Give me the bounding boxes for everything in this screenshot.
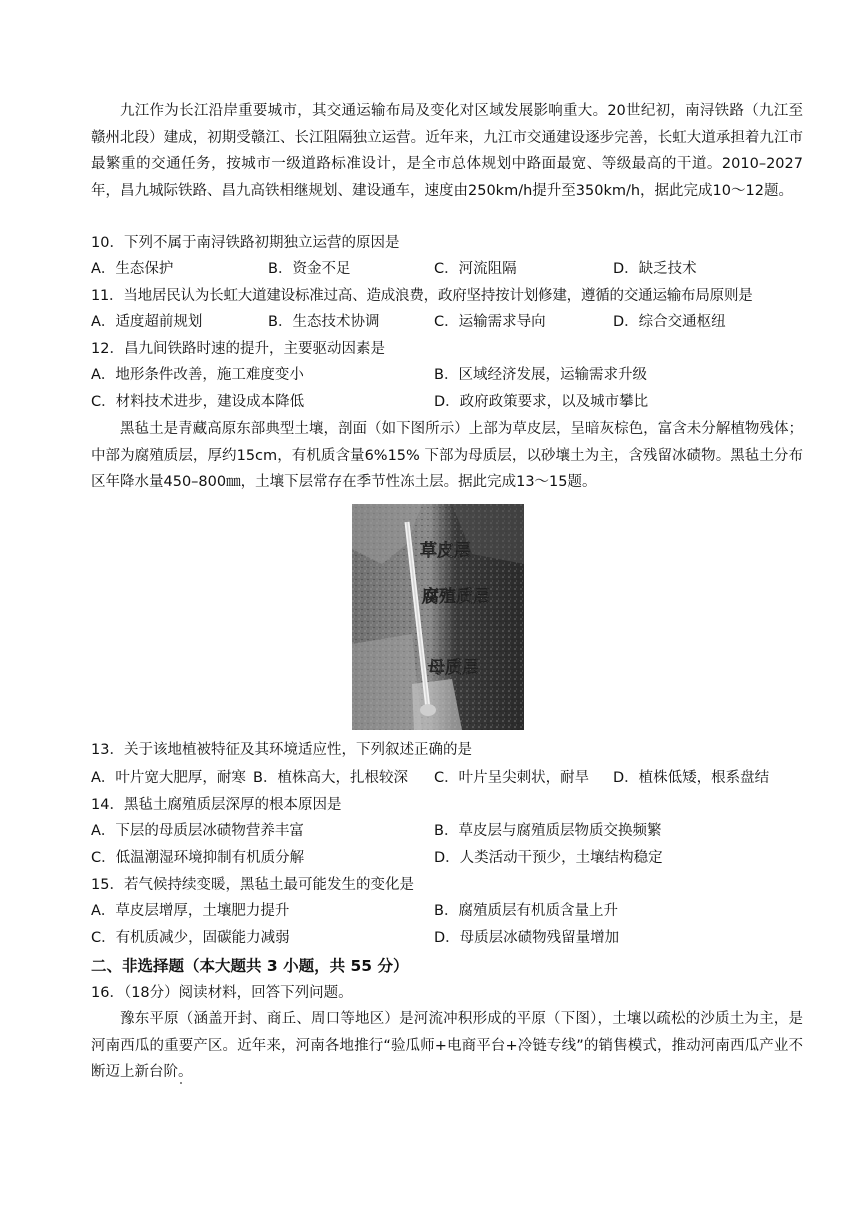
q11-option-d: D．综合交通枢纽 [613, 314, 726, 330]
question-10-stem: 10．下列不属于南浔铁路初期独立运营的原因是 [91, 235, 400, 251]
question-16-stem: 16．（18分）阅读材料，回答下列问题。 [91, 985, 353, 1001]
scan-speck [180, 1082, 182, 1084]
q10-option-c: C．河流阻隔 [434, 261, 517, 277]
q10-option-d: D．缺乏技术 [613, 261, 697, 277]
q15-option-a: A．草皮层增厚，土壤肥力提升 [91, 903, 290, 919]
question-12-stem: 12．昌九间铁路时速的提升，主要驱动因素是 [91, 341, 385, 357]
q12-option-c: C．材料技术进步，建设成本降低 [91, 394, 305, 410]
q13-option-a: A．叶片宽大肥厚，耐寒 [91, 770, 246, 786]
q15-option-d: D．母质层冰碛物残留量增加 [434, 930, 620, 946]
q14-option-c: C．低温潮湿环境抑制有机质分解 [91, 850, 305, 866]
q13-option-d: D．植株低矮，根系盘结 [613, 770, 770, 786]
label-caopiceng: 草皮层 [420, 541, 471, 561]
q12-option-b: B．区域经济发展，运输需求升级 [434, 367, 647, 383]
q12-option-d: D．政府政策要求，以及城市攀比 [434, 394, 649, 410]
q15-option-b: B．腐殖质层有机质含量上升 [434, 903, 618, 919]
passage-heizhantu: 黑毡土是青藏高原东部典型土壤，剖面（如下图所示）上部为草皮层，呈暗灰棕色，富含未分解植物残体；中部为腐殖质层，厚约15cm，有机质含量6%15% 下部为母质层，以砂壤土为主，含残留冰碛物。黑毡土分布区年降水量450–800㎜，土壤下层常存在季节性冻土层。据此完成13～15题。 [91, 421, 803, 490]
question-14-stem: 14．黑毡土腐殖质层深厚的根本原因是 [91, 797, 342, 813]
q11-option-c: C．运输需求导向 [434, 314, 546, 330]
passage-jiujiang: 九江作为长江沿岸重要城市，其交通运输布局及变化对区域发展影响重大。20世纪初，南浔铁路（九江至赣州北段）建成，初期受赣江、长江阻隔独立运营。近年来，九江市交通建设逐步完善，长虹大道承担着九江市最繁重的交通任务，按城市一级道路标准设计，是全市总体规划中路面最宽、等级最高的干道。2010–2027年，昌九城际铁路、昌九高铁相继规划、建设通车，速度由250km/h提升至350km/h，据此完成10～12题。 [91, 103, 803, 199]
q11-option-a: A．适度超前规划 [91, 314, 203, 330]
q11-option-b: B．生态技术协调 [268, 314, 380, 330]
q14-option-a: A．下层的母质层冰碛物营养丰富 [91, 823, 304, 839]
question-11-stem: 11．当地居民认为长虹大道建设标准过高、造成浪费，政府坚持按计划修建，遵循的交通运输布局原则是 [91, 288, 753, 304]
q12-option-a: A．地形条件改善，施工难度变小 [91, 367, 304, 383]
passage-yudong-plain: 豫东平原（涵盖开封、商丘、周口等地区）是河流冲积形成的平原（下图），土壤以疏松的沙质土为主，是河南西瓜的重要产区。近年来，河南各地推行“验瓜师+电商平台+冷链专线”的销售模式，推动河南西瓜产业不断迈上新台阶。 [91, 1011, 803, 1080]
section-heading-non-choice: 二、非选择题（本大题共 3 小题，共 55 分） [91, 957, 409, 975]
q15-option-c: C．有机质减少，固碳能力减弱 [91, 930, 290, 946]
q10-option-b: B．资金不足 [268, 261, 351, 277]
q14-option-d: D．人类活动干预少，土壤结构稳定 [434, 850, 663, 866]
q10-option-a: A．生态保护 [91, 261, 174, 277]
question-13-stem: 13．关于该地植被特征及其环境适应性，下列叙述正确的是 [91, 742, 472, 758]
q13-option-c: C．叶片呈尖刺状，耐旱 [434, 770, 590, 786]
label-fuzhizhiceng: 腐殖质层 [422, 587, 490, 607]
label-muzhiceng: 母质层 [428, 658, 479, 678]
q13-option-b: B．植株高大，扎根较深 [253, 770, 408, 786]
q14-option-b: B．草皮层与腐殖质层物质交换频繁 [434, 823, 662, 839]
question-15-stem: 15．若气候持续变暖，黑毡土最可能发生的变化是 [91, 877, 414, 893]
soil-profile-photo [352, 504, 524, 730]
